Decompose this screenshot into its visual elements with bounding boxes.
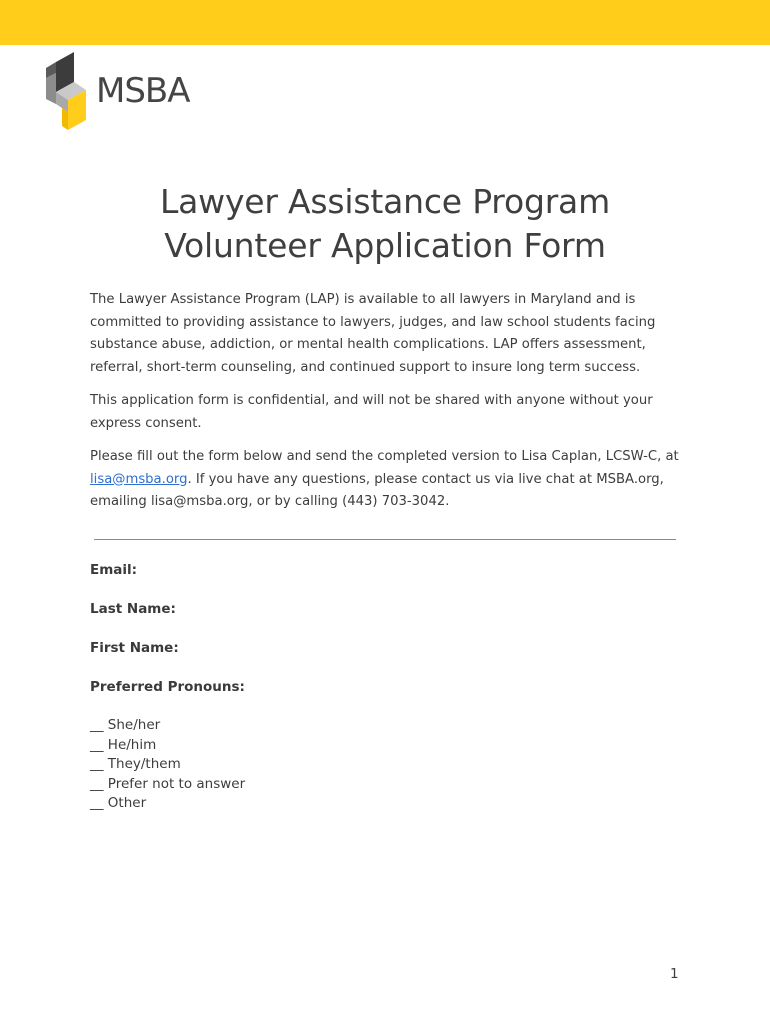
email-label: Email: <box>90 562 138 578</box>
intro-paragraph-3-text-a: Please fill out the form below and send the completed version to Lisa Caplan, LCSW-C, at <box>90 449 679 464</box>
page-title <box>0 180 770 268</box>
pronoun-option-prefer-not: __ Prefer not to answer <box>90 775 246 792</box>
pronoun-option-they-them: __ They/them <box>90 756 181 772</box>
intro-paragraph-2: This application form is confidential, and will not be shared with anyone without your express consent. <box>90 393 653 431</box>
contact-email-link[interactable]: lisa@msba.org <box>90 471 188 487</box>
msba-cube-logo-icon <box>44 52 96 134</box>
pronoun-option-other: __ Other <box>90 795 147 811</box>
intro-paragraph-1: The Lawyer Assistance Program (LAP) is available to all lawyers in Maryland and is committed to providing assistance to lawyers, judges, and law school students facing substance abuse, addiction, or mental health complications. LAP offers assessment, referral, short-term counseling, and continued support to insure long term success. <box>90 292 656 375</box>
title-line-2: Volunteer Application Form <box>164 226 606 265</box>
title-line-1: Lawyer Assistance Program <box>159 182 611 221</box>
first-name-label: First Name: <box>90 640 179 656</box>
section-divider <box>94 539 676 540</box>
intro-paragraph-3 <box>90 446 690 514</box>
intro-paragraph-3-text-b: . If you have any questions, please contact us via live chat at MSBA.org, emailing lisa@msba.org, or by calling (443) 703-3042. <box>90 471 664 509</box>
logo-wordmark: MSBA <box>96 71 190 111</box>
pronoun-option-she-her: __ She/her <box>90 717 161 733</box>
last-name-label: Last Name: <box>90 601 176 617</box>
pronoun-options-list <box>90 716 245 814</box>
msba-logo <box>44 52 204 134</box>
intro-text <box>90 289 690 525</box>
header-accent-bar <box>0 0 770 45</box>
pronoun-option-he-him: __ He/him <box>90 736 157 753</box>
pronouns-label: Preferred Pronouns: <box>90 679 245 695</box>
page-number: 1 <box>670 966 679 982</box>
